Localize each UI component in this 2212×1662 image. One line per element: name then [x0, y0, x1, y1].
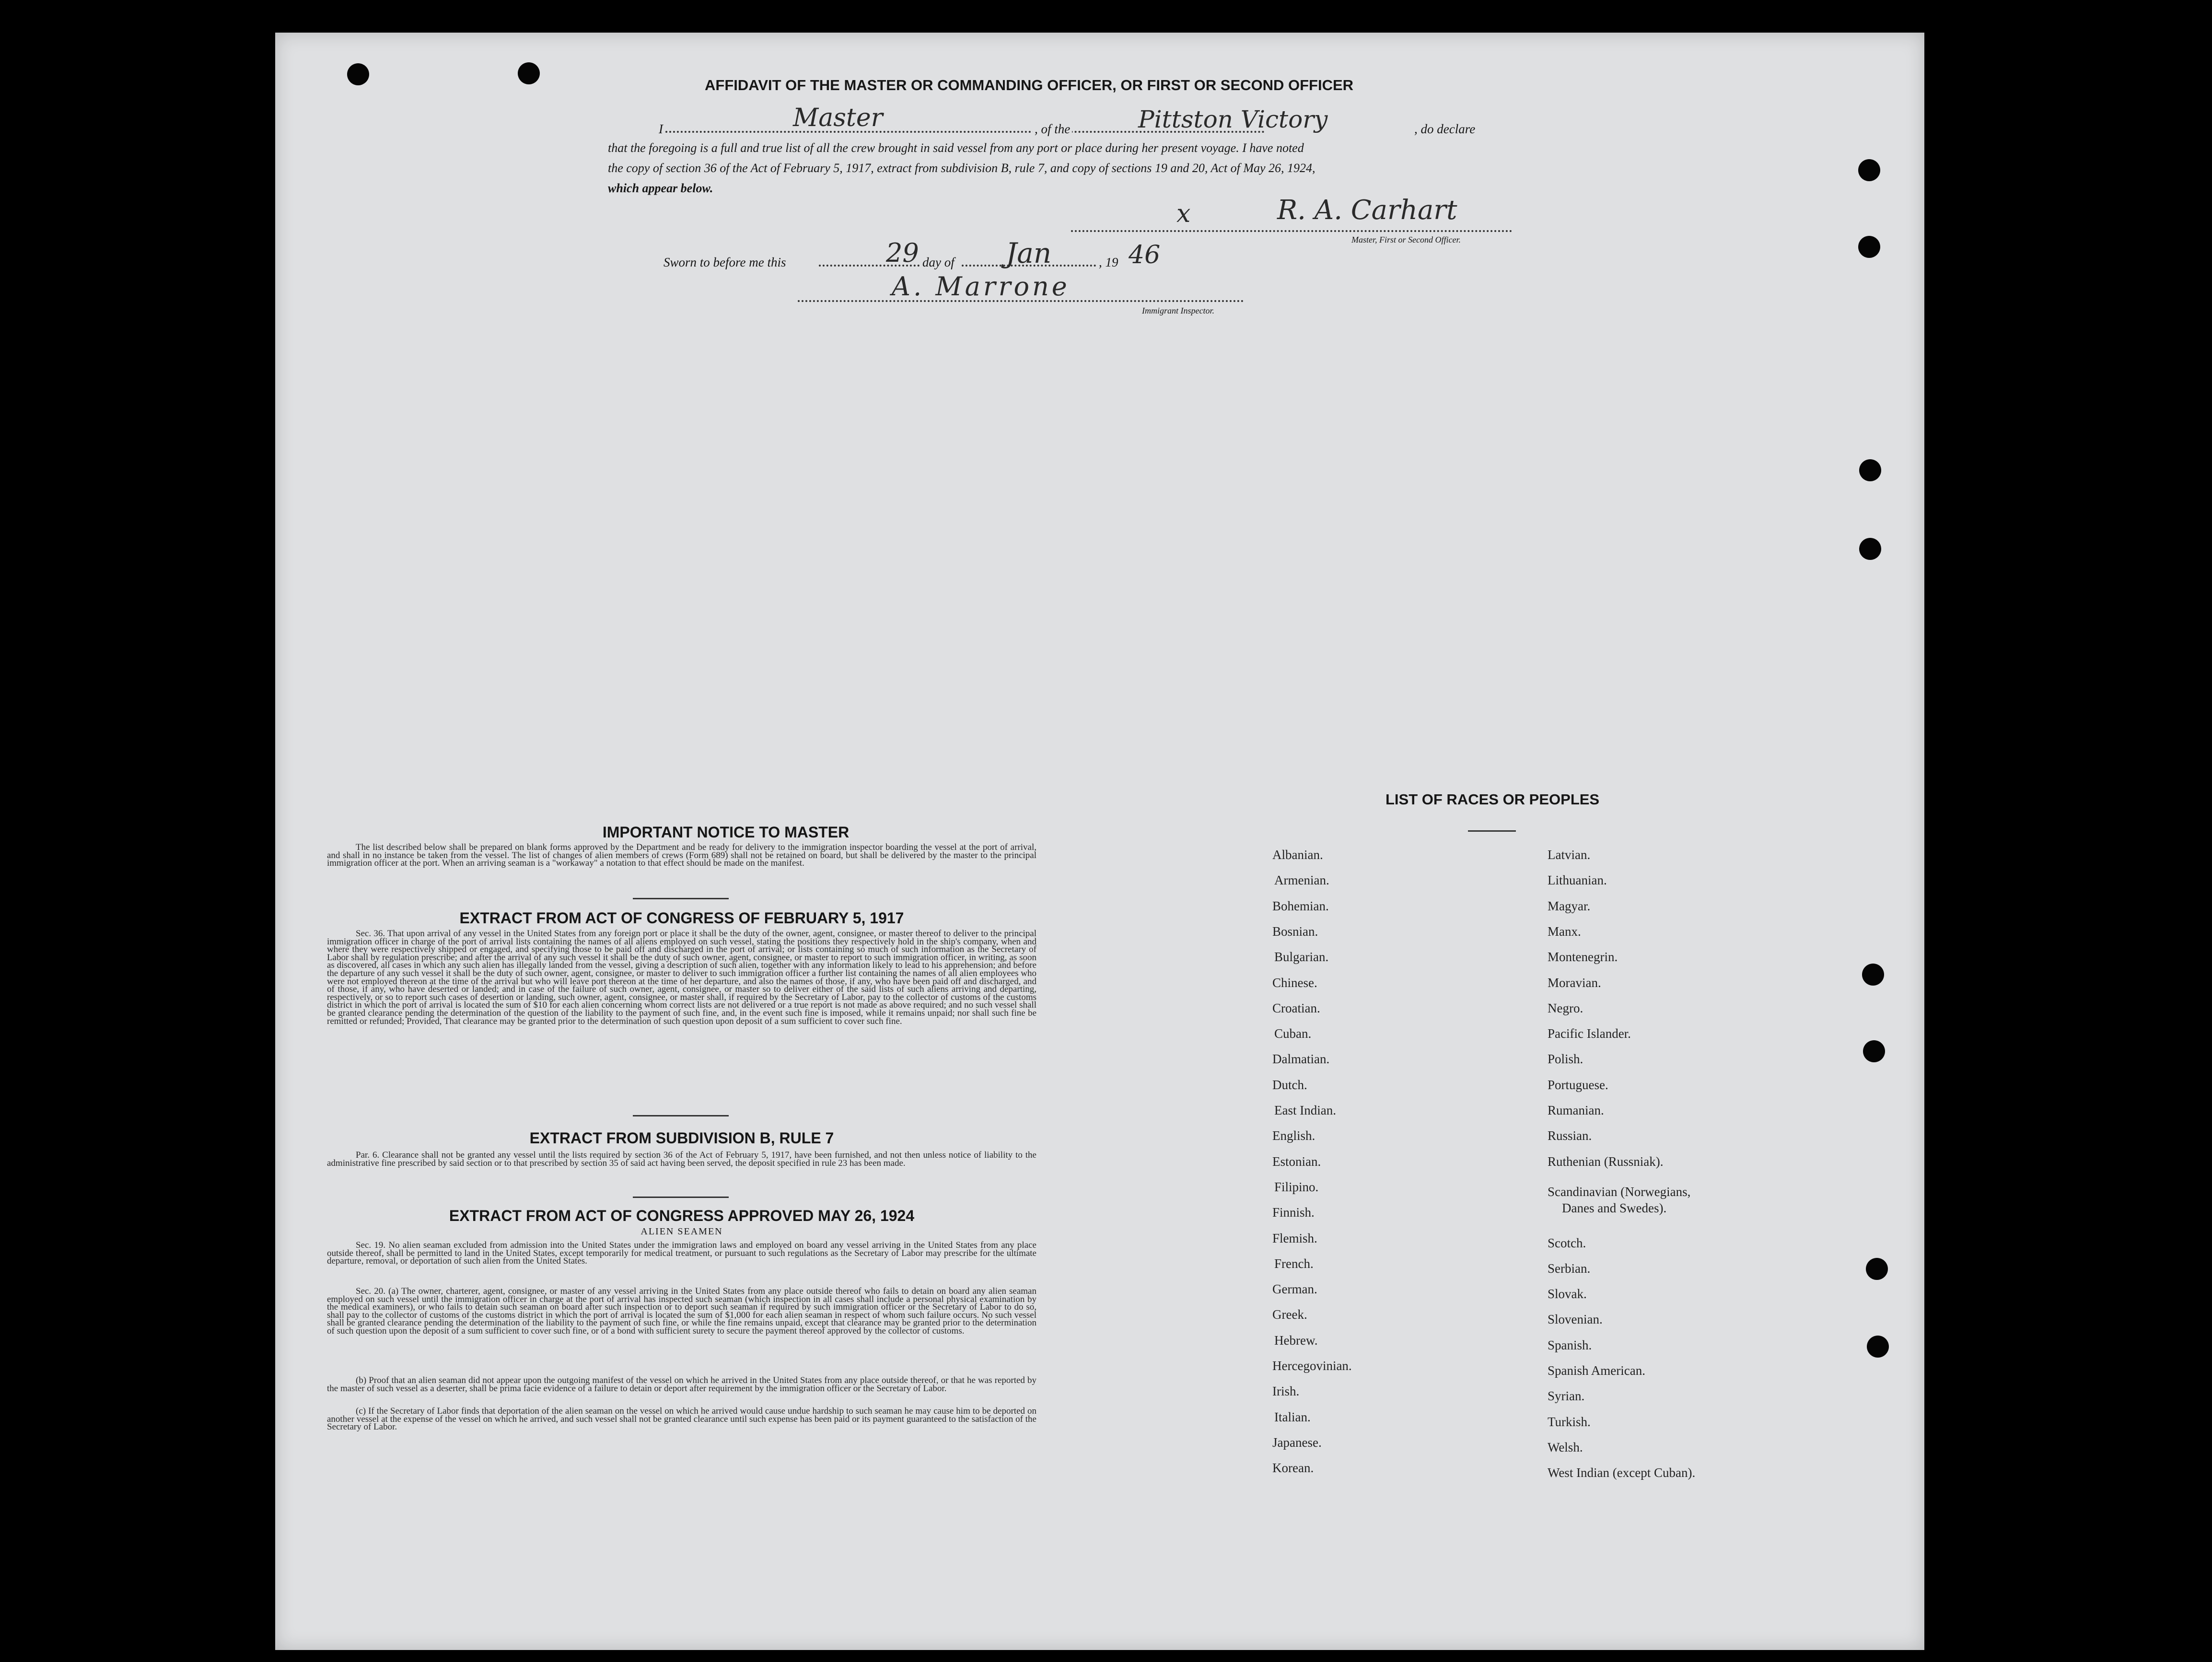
vessel-handwritten: Pittston Victory — [1138, 105, 1328, 133]
race-item: West Indian (except Cuban). — [1548, 1465, 1696, 1480]
race-item: Finnish. — [1272, 1205, 1315, 1220]
race-item: Turkish. — [1548, 1414, 1591, 1429]
signature-handwritten: R. A. Carhart — [1277, 195, 1457, 226]
race-item: Dalmatian. — [1272, 1052, 1330, 1067]
race-item: Magyar. — [1548, 898, 1591, 913]
notice-body: The list described below shall be prepared on blank forms approved by the Department and be ready for delivery to the immigration inspector boarding the vessel at the port of arrival, and shall in no instance be taken from the vessel. The list of changes of alien members of crews (Form 689) shall not be retained on board, but shall be delivered by the master to the principal immigration officer at the port. When an arriving seaman is a "workaway" a notation to that effect should be made on the manifest. — [327, 842, 1036, 869]
race-item: German. — [1272, 1282, 1317, 1297]
extract-1924-sec20c: (c) If the Secretary of Labor finds that deportation of the alien seaman on the vessel on which he arrived would cause undue hardship to such seaman he may cause him to be deported on another vessel at the expense of the vessel on which he arrived, and such vessel shall not be granted clearance until such expense has been paid or its payment guaranteed to the satisfaction of the Secretary of Labor. — [327, 1406, 1036, 1432]
race-item: Dutch. — [1272, 1077, 1307, 1092]
signature-dotted-line — [1071, 230, 1512, 232]
do-declare-label: , do declare — [1412, 122, 1477, 137]
punch-hole — [1866, 1258, 1888, 1280]
punch-hole — [1859, 538, 1881, 560]
subdivision-b-heading: EXTRACT FROM SUBDIVISION B, RULE 7 — [529, 1129, 834, 1147]
race-item: Hercegovinian. — [1272, 1359, 1352, 1373]
punch-hole — [1858, 159, 1880, 181]
signature-caption: Master, First or Second Officer. — [1351, 235, 1461, 244]
race-item: Spanish American. — [1548, 1363, 1645, 1378]
race-item: Japanese. — [1272, 1435, 1322, 1450]
race-item: Italian. — [1274, 1409, 1311, 1424]
race-item: Rumanian. — [1548, 1103, 1604, 1117]
race-item: Korean. — [1272, 1461, 1314, 1476]
document-page — [275, 33, 1924, 1650]
race-item: Irish. — [1272, 1384, 1300, 1399]
affidavit-line-3: the copy of section 36 of the Act of February 5, 1917, extract from subdivision B, rule 7, and copy of sections 19 and 20, Act of May 26, 1924, — [608, 161, 1316, 175]
day-of-label: day of — [922, 255, 955, 269]
punch-hole — [518, 62, 540, 84]
races-heading: LIST OF RACES OR PEOPLES — [1385, 791, 1600, 808]
divider — [633, 1115, 729, 1116]
i-label: I — [659, 122, 663, 136]
rank-handwritten: Master — [793, 104, 883, 132]
day-handwritten: 29 — [886, 238, 919, 268]
race-item: Bohemian. — [1272, 898, 1329, 913]
affidavit-line-4: which appear below. — [608, 181, 713, 195]
race-item: Scotch. — [1548, 1235, 1586, 1250]
extract-1924-subheading: ALIEN SEAMEN — [640, 1226, 723, 1237]
race-item: Filipino. — [1274, 1179, 1319, 1194]
race-item: Estonian. — [1272, 1154, 1321, 1169]
race-item: Cuban. — [1274, 1026, 1312, 1041]
extract-1924-sec20b: (b) Proof that an alien seaman did not appear upon the outgoing manifest of the vessel on which he arrived in the United States from any place outside thereof, or that he was reported by the master of such vessel as a deserter, shall be prima facie evidence of a failure to detain or deport after requirement by the immigration officer or the Secretary of Labor. — [327, 1375, 1036, 1394]
race-item: Chinese. — [1272, 975, 1317, 990]
race-item: Manx. — [1548, 924, 1581, 939]
race-item: Polish. — [1548, 1052, 1583, 1067]
race-item: Portuguese. — [1548, 1077, 1608, 1092]
signature-mark: x — [1176, 199, 1191, 228]
sworn-label: Sworn to before me this — [664, 255, 786, 269]
race-item: Serbian. — [1548, 1261, 1591, 1276]
divider — [1468, 830, 1516, 832]
race-item: Pacific Islander. — [1548, 1026, 1631, 1041]
race-item: Moravian. — [1548, 975, 1601, 990]
extract-1924-sec20a: Sec. 20. (a) The owner, charterer, agent, consignee, or master of any vessel arriving in the United States from any place outside thereof who fails to detain on board any alien seaman employed on such vessel until the immigration officer in charge at the port of arrival has inspected such seaman (which inspection in all cases shall include a personal physical examination by the medical examiners), or who fails to detain such seaman on board after such inspection or to deport such seaman if required by such immigration officer or the Secretary of Labor to do so, shall pay to the collector of customs of the customs district in which the port of arrival is located the sum of $1,000 for each alien seaman in respect of whom such failure occurs. No such vessel shall be granted clearance pending the determination of the liability to the payment of such fine, or while the fine remains unpaid, except that clearance may be granted prior to the determination of such question upon the deposit of a sum sufficient to cover such fine, or of a bond with sufficient surety to secure the payment thereof approved by the collector of customs. — [327, 1286, 1036, 1336]
extract-1917-heading: EXTRACT FROM ACT OF CONGRESS OF FEBRUARY 5, 1917 — [459, 909, 904, 927]
race-item: Latvian. — [1548, 848, 1591, 862]
affidavit-line-2: that the foregoing is a full and true list of all the crew brought in said vessel from any port or place during her present voyage. I have noted — [608, 141, 1304, 155]
divider — [633, 898, 729, 899]
race-item: East Indian. — [1274, 1103, 1336, 1117]
extract-1924-heading: EXTRACT FROM ACT OF CONGRESS APPROVED MAY 26, 1924 — [449, 1207, 915, 1224]
inspector-handwritten: A. Marrone — [892, 271, 1070, 302]
extract-1917-body: Sec. 36. That upon arrival of any vessel in the United States from any foreign port or place it shall be the duty of the owner, agent, consignee, or master thereof to deliver to the principal immigration officer in charge of the port of arrival lists containing the names of all aliens employed on such vessel, stating the positions they respectively hold in the ship's company, when and where they were respectively shipped or engaged, and specifying those to be paid off and discharged in the port of arrival; or lists containing so much of such information as the Secretary of Labor shall by regulation prescribe; and after the arrival of any such vessel it shall be the duty of such owner, agent, consignee, or master to report to such immigration officer, in writing, as soon as discovered, all cases in which any such alien has illegally landed from the vessel, giving a description of such alien, together with any information likely to lead to his apprehension; and before the departure of any such vessel it shall be the duty of such owner, agent, consignee, or master to deliver to such immigration officer a further list containing the names of all alien employees who were not employed thereon at the time of the arrival but who will leave port thereon at the time of her departure, and also the names of those, if any, who have been paid off and discharged, and of those, if any, who have deserted or landed; and in case of the failure of such owner, agent, consignee, or master so to deliver either of the said lists of such aliens arriving and departing, respectively, or so to report such cases of desertion or landing, such owner, agent, consignee, or master shall, if required by the Secretary of Labor, pay to the collector of customs of the customs district in which the port of arrival is located the sum of $10 for each alien concerning whom correct lists are not delivered or a true report is not made as above required; and no such vessel shall be granted clearance pending the determination of the question of the liability to the payment of such fine, and, in the event such fine is imposed, while it remains unpaid; nor shall such fine be remitted or refunded; Provided, That clearance may be granted prior to the determination of such question upon deposit of a sum sufficient to cover such fine. — [327, 929, 1036, 1026]
race-item: Greek. — [1272, 1307, 1307, 1322]
race-item: Scandinavian (Norwegians, — [1548, 1184, 1691, 1199]
race-item: Danes and Swedes). — [1562, 1200, 1667, 1215]
race-item: Negro. — [1548, 1000, 1583, 1015]
punch-hole — [1863, 1040, 1885, 1062]
race-item: Syrian. — [1548, 1389, 1585, 1404]
race-item: Armenian. — [1274, 873, 1329, 888]
race-item: Hebrew. — [1274, 1333, 1318, 1348]
race-item: Montenegrin. — [1548, 950, 1618, 965]
race-item: Ruthenian (Russniak). — [1548, 1154, 1664, 1169]
race-item: Welsh. — [1548, 1440, 1583, 1454]
race-item: Flemish. — [1272, 1231, 1317, 1245]
race-item: Russian. — [1548, 1128, 1592, 1143]
affidavit-heading: AFFIDAVIT OF THE MASTER OR COMMANDING OFFICER, OR FIRST OR SECOND OFFICER — [705, 77, 1354, 93]
race-item: English. — [1272, 1128, 1316, 1143]
year-handwritten: 46 — [1129, 241, 1161, 269]
race-item: Slovak. — [1548, 1287, 1587, 1302]
race-item: Lithuanian. — [1548, 873, 1607, 888]
divider — [633, 1197, 729, 1198]
race-item: Bosnian. — [1272, 924, 1318, 939]
race-item: Slovenian. — [1548, 1312, 1603, 1327]
month-handwritten: Jan — [1006, 237, 1052, 269]
race-item: French. — [1274, 1256, 1314, 1271]
notice-heading: IMPORTANT NOTICE TO MASTER — [602, 824, 850, 841]
punch-hole — [1858, 236, 1880, 258]
race-item: Spanish. — [1548, 1337, 1592, 1352]
race-item: Albanian. — [1272, 848, 1323, 862]
year-prefix: , 19 — [1099, 255, 1118, 269]
race-item: Croatian. — [1272, 1000, 1320, 1015]
punch-hole — [1867, 1336, 1889, 1358]
inspector-caption: Immigrant Inspector. — [1142, 306, 1214, 315]
punch-hole — [1859, 459, 1881, 481]
punch-hole — [347, 63, 369, 85]
subdivision-b-body: Par. 6. Clearance shall not be granted any vessel until the lists required by section 36 of the Act of February 5, 1917, have been furnished, and not then unless notice of liability to the administrative fine prescribed by said section or to that prescribed by section 35 of said act having been served, the deposit specified in rule 23 has been made. — [327, 1150, 1036, 1168]
race-item: Bulgarian. — [1274, 950, 1329, 965]
punch-hole — [1862, 964, 1884, 986]
of-the-label: , of the — [1033, 122, 1072, 137]
extract-1924-sec19: Sec. 19. No alien seaman excluded from admission into the United States under the immigration laws and employed on board any vessel arriving in the United States from any place outside thereof, shall be permitted to land in the United States, except temporarily for medical treatment, or pursuant to such regulations as the Secretary of Labor may prescribe for the ultimate departure, removal, or deportation of such alien from the United States. — [327, 1240, 1036, 1267]
